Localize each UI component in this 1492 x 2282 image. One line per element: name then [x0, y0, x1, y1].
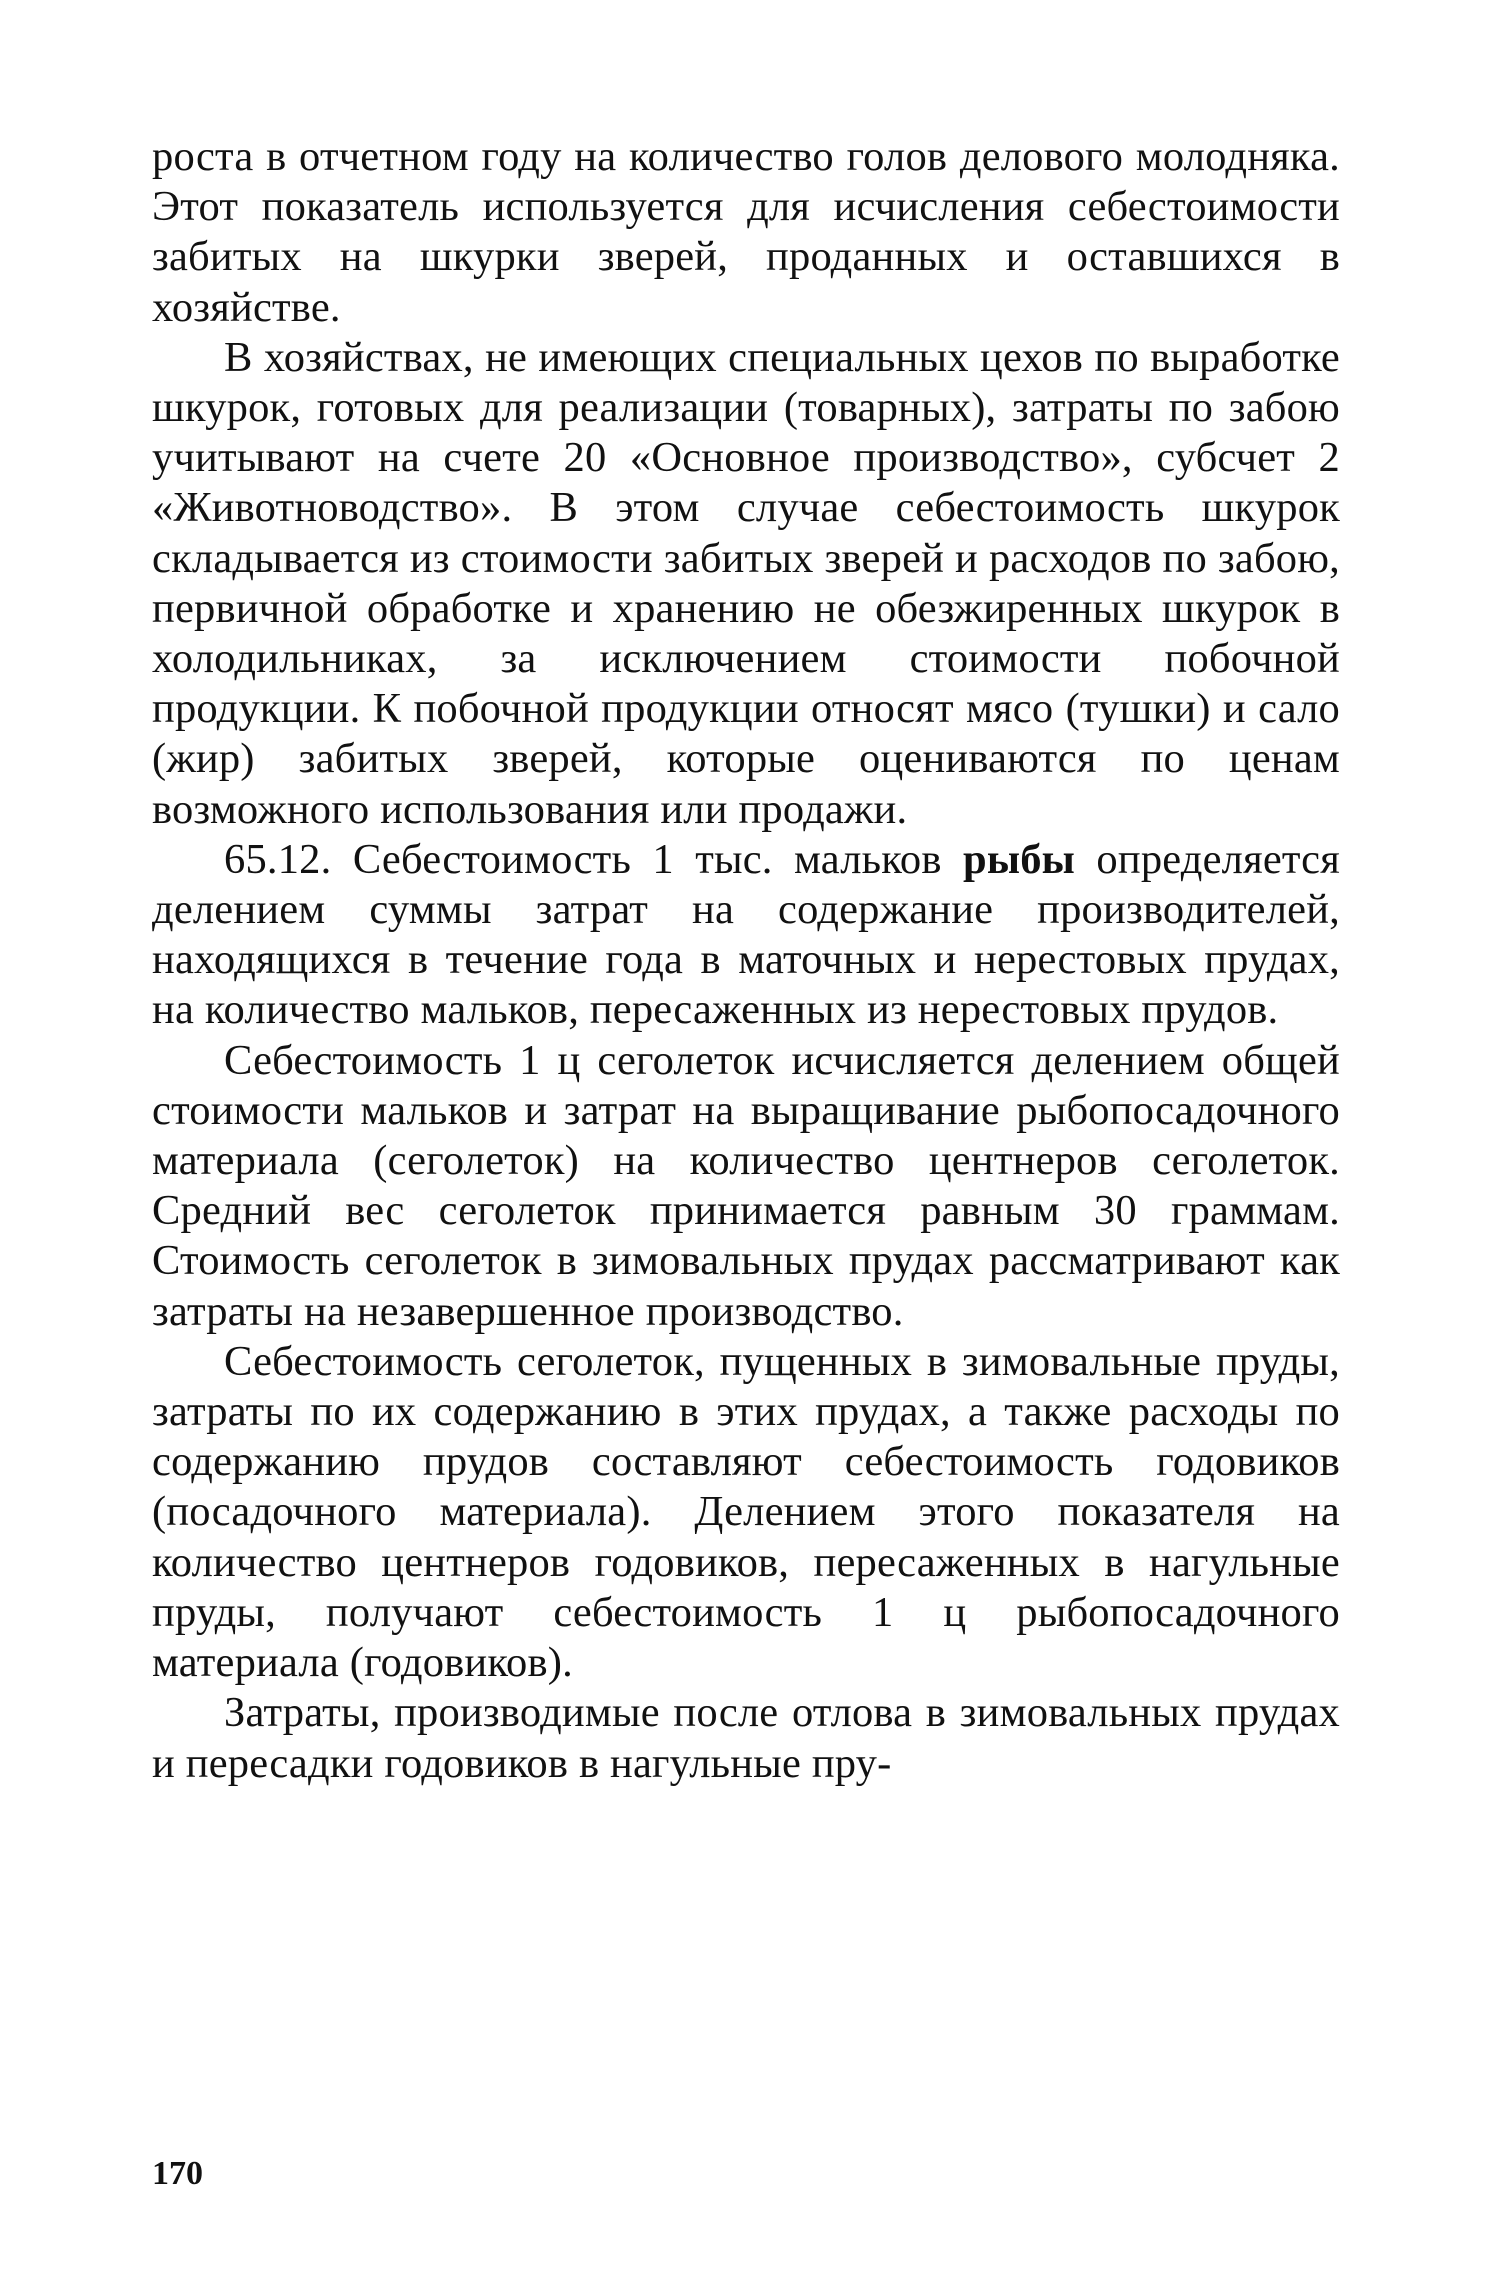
paragraph-6: Затраты, производимые после отлова в зимовальных прудах и пересадки годовиков в нагульные пру- [152, 1689, 1340, 1787]
page-number: 170 [152, 2155, 203, 2192]
paragraph-2: В хозяйствах, не имеющих специальных цехов по выработке шкурок, готовых для реализации (товарных), затраты по забою учитывают на счете 20 «Основное производство», субсчет 2 «Животноводство». В этом случае себестоимость шкурок складывается из стоимости забитых зверей и расходов по забою, первичной обработке и хранению не обезжиренных шкурок в холодильниках, за исключением стоимости побочной продукции. К побочной продукции относят мясо (тушки) и сало (жир) забитых зверей, которые оцениваются по ценам возможного использования или продажи. [152, 333, 1340, 833]
paragraph-1: роста в отчетном году на количество голов делового молодняка. Этот показатель используется для исчисления себестоимости забитых на шкурки зверей, проданных и оставшихся в хозяйстве. [152, 133, 1340, 331]
paragraph-3-start: 65.12. Себестоимость 1 тыс. мальков [224, 835, 963, 883]
paragraph-3-bold-term: рыбы [963, 835, 1076, 883]
paragraph-4: Себестоимость 1 ц сеголеток исчисляется делением общей стоимости мальков и затрат на выращивание рыбопосадочного материала (сеголеток) на количество центнеров сеголеток. Средний вес сеголеток принимается равным 30 граммам. Стоимость сеголеток в зимовальных прудах рассматривают как затраты на незавершенное производство. [152, 1036, 1340, 1335]
page-body [152, 132, 1340, 2252]
paragraph-5: Себестоимость сеголеток, пущенных в зимовальные пруды, затраты по их содержанию в этих прудах, а также расходы по содержанию прудов составляют себестоимость годовиков (посадочного материала). Делением этого показателя на количество центнеров годовиков, пересаженных в нагульные пруды, получают себестоимость 1 ц рыбопосадочного материала (годовиков). [152, 1337, 1340, 1687]
paragraph-3 [152, 835, 1340, 1036]
paragraph-3-end: определяется делением суммы затрат на содержание производителей, находящихся в течение года в маточных и нерестовых прудах, на количество мальков, пересаженных из нерестовых прудов. [152, 835, 1340, 1034]
